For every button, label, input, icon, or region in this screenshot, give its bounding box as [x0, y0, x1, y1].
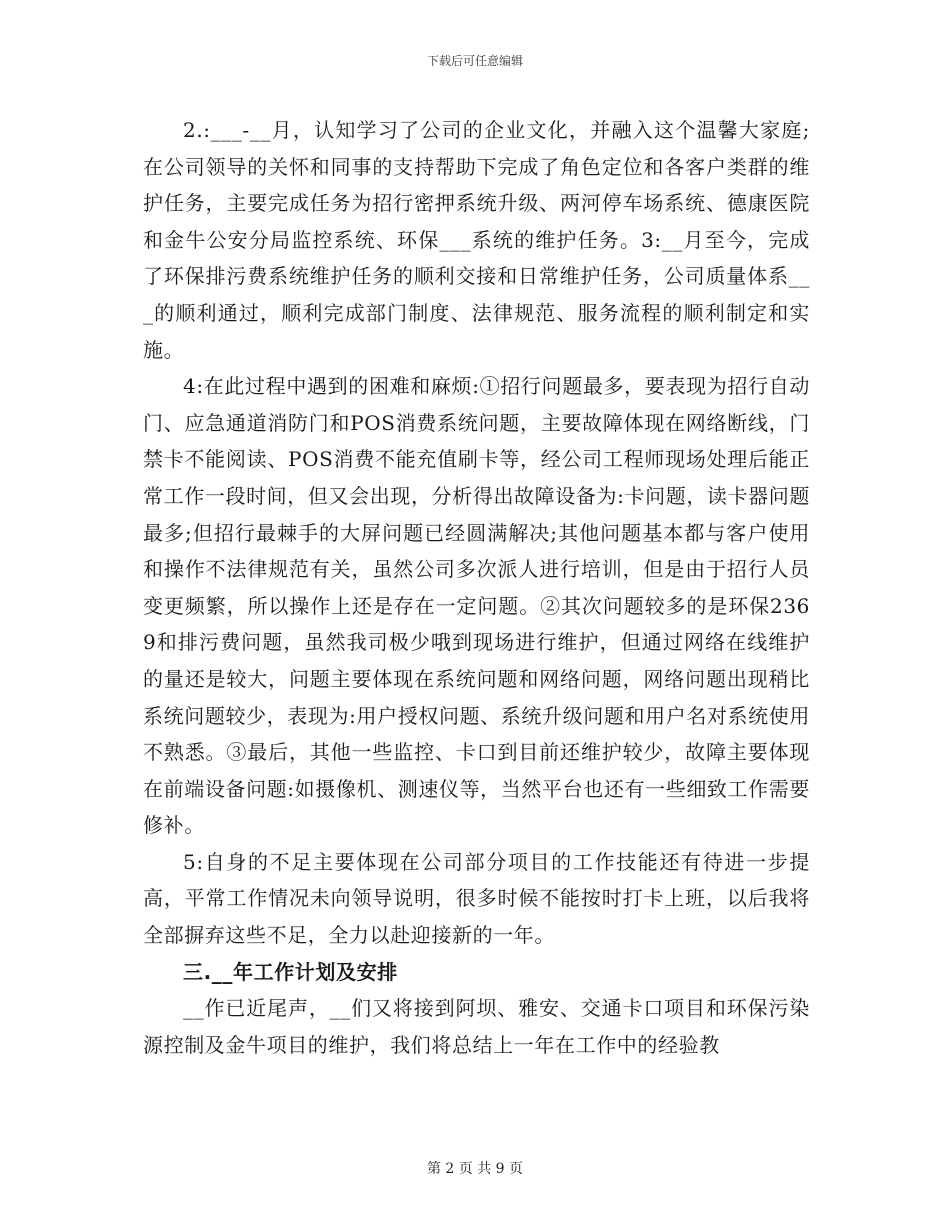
paragraph-progress-summary: 2.:___-__月，认知学习了公司的企业文化，并融入这个温馨大家庭;在公司领导的关怀和同事的支持帮助下完成了角色定位和各客户类群的维护任务，主要完成任务为招行密押系统升级、两河停车场系统、德康医院和金牛公安分局监控系统、环保___系统的维护任务。3:__月至今，完成了环保排污费系统维护任务的顺利交接和日常维护任务，公司质量体系___的顺利通过，顺利完成部门制度、法律规范、服务流程的顺利制定和实施。 [143, 118, 810, 362]
paragraph-shortcomings: 5:自身的不足主要体现在公司部分项目的工作技能还有待进一步提高，平常工作情况未向领导说明，很多时候不能按时打卡上班，以后我将全部摒弃这些不足，全力以赴迎接新的一年。 [143, 849, 810, 948]
section-heading-work-plan: 三.__年工作计划及安排 [183, 959, 398, 984]
page-number-footer: 第 2 页 共 9 页 [426, 1161, 524, 1177]
page-header-note: 下载后可任意编辑 [426, 54, 523, 68]
paragraph-difficulties: 4:在此过程中遇到的困难和麻烦:①招行问题最多，要表现为招行自动门、应急通道消防门和POS消费系统问题，主要故障体现在网络断线，门禁卡不能阅读、POS消费不能充值刷卡等，经公司工程师现场处理后能正常工作一段时间，但又会出现，分析得出故障设备为:卡问题，读卡器问题最多;但招行最棘手的大屏问题已经圆满解决;其他问题基本都与客户使用和操作不法律规范有关，虽然公司多次派人进行培训，但是由于招行人员变更频繁，所以操作上还是存在一定问题。②其次问题较多的是环保2369和排污费问题，虽然我司极少哦到现场进行维护，但通过网络在线维护的量还是较大，问题主要体现在系统问题和网络问题，网络问题出现稍比系统问题较少，表现为:用户授权问题、系统升级问题和用户名对系统使用不熟悉。③最后，其他一些监控、卡口到目前还维护较少，故障主要体现在前端设备问题:如摄像机、测速仪等，当然平台也还有一些细致工作需要修补。 [143, 374, 810, 838]
document-body [143, 112, 810, 1063]
paragraph-work-plan: __作已近尾声，__们又将接到阿坝、雅安、交通卡口项目和环保污染源控制及金牛项目的维护，我们将总结上一年在工作中的经验教 [143, 996, 810, 1057]
